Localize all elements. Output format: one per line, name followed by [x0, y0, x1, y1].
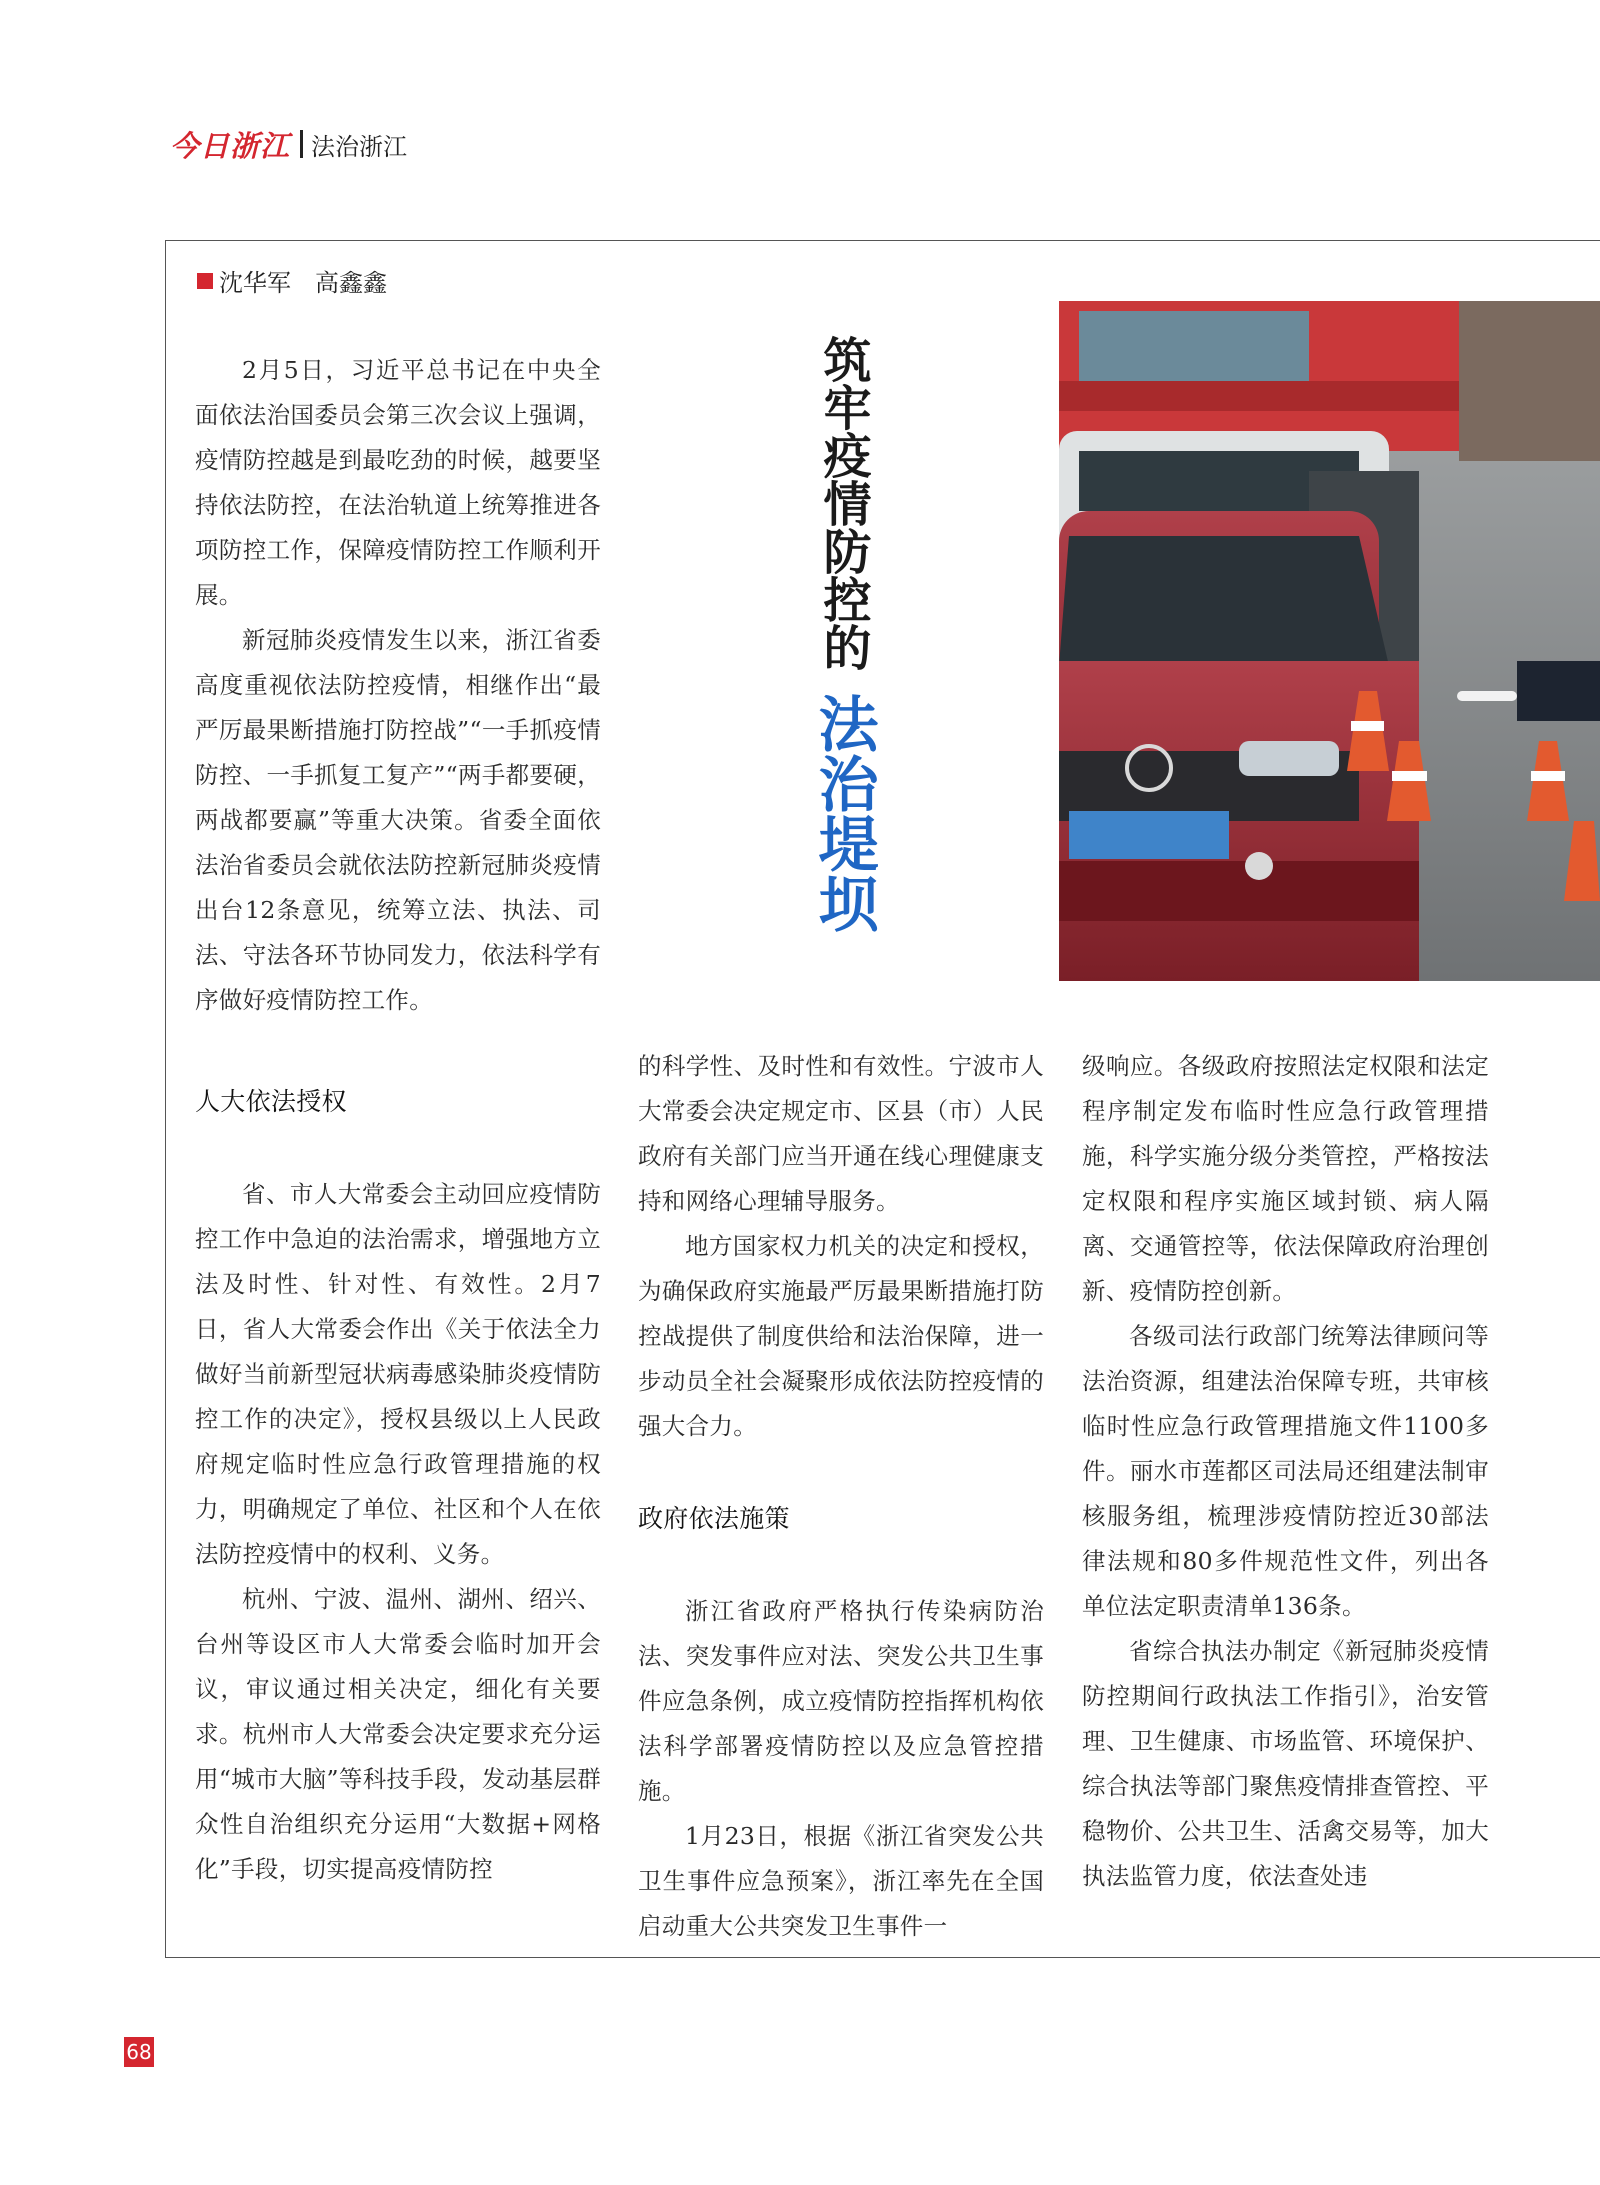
paragraph: 地方国家权力机关的决定和授权，为确保政府实施最严厉最果断措施打防控战提供了制度供给和法治保障，进一步动员全社会凝聚形成依法防控疫情的强大合力。	[638, 1232, 1044, 1440]
magazine-logo: 今日浙江	[170, 128, 291, 163]
paragraph: 级响应。各级政府按照法定权限和法定程序制定发布临时性应急行政管理措施，科学实施分级分类管控，严格按法定权限和程序实施区域封锁、病人隔离、交通管控等，依法保障政府治理创新、疫情防控创新。	[1082, 1052, 1489, 1305]
author-names: 沈华军 高鑫鑫	[219, 269, 387, 297]
title-line-1: 筑牢疫情防控的	[815, 335, 871, 671]
paragraph: 的科学性、及时性和有效性。宁波市人大常委会决定规定市、区县（市）人民政府有关部门应当开通在线心理健康支持和网络心理辅导服务。	[638, 1052, 1044, 1215]
author-line	[197, 263, 387, 298]
paragraph: 各级司法行政部门统筹法律顾问等法治资源，组建法治保障专班，共审核临时性应急行政管理措施文件1100多件。丽水市莲都区司法局还组建法制审核服务组，梳理涉疫情防控近30部法律法规和80多件规范性文件，列出各单位法定职责清单136条。	[1082, 1322, 1489, 1620]
article-title	[808, 335, 879, 933]
column-2-heading	[638, 1496, 1044, 1541]
column-1-heading	[195, 1079, 601, 1124]
paragraph: 2月5日，习近平总书记在中央全面依法治国委员会第三次会议上强调，疫情防控越是到最吃劲的时候，越要坚持依法防控，在法治轨道上统筹推进各项防控工作，保障疫情防控工作顺利开展。	[195, 356, 601, 609]
page-header	[170, 124, 407, 164]
paragraph: 省综合执法办制定《新冠肺炎疫情防控期间行政执法工作指引》，治安管理、卫生健康、市场监管、环境保护、综合执法等部门聚焦疫情排查管控、平稳物价、公共卫生、活禽交易等，加大执法监管力度，依法查处违	[1082, 1637, 1489, 1890]
section-name: 法治浙江	[311, 132, 408, 161]
section-heading: 政府依法施策	[638, 1504, 790, 1533]
column-3	[1082, 1044, 1489, 1899]
page-number: 68	[124, 2037, 154, 2067]
column-1-body	[195, 1172, 601, 1892]
title-line-2: 法治堤坝	[808, 693, 879, 933]
section-heading: 人大依法授权	[195, 1087, 347, 1116]
column-1-intro	[195, 348, 601, 1023]
paragraph: 新冠肺炎疫情发生以来，浙江省委高度重视依法防控疫情，相继作出“最严厉最果断措施打防控战”“一手抓疫情防控、一手抓复工复产”“两手都要硬，两战都要赢”等重大决策。省委全面依法治省委员会就依法防控新冠肺炎疫情出台12条意见，统筹立法、执法、司法、守法各环节协同发力，依法科学有序做好疫情防控工作。	[195, 626, 601, 1014]
paragraph: 浙江省政府严格执行传染病防治法、突发事件应对法、突发公共卫生事件应急条例，成立疫情防控指挥机构依法科学部署疫情防控以及应急管控措施。	[638, 1597, 1044, 1805]
header-divider	[300, 130, 303, 158]
car-checkpoint-illustration	[1059, 301, 1600, 981]
paragraph: 1月23日，根据《浙江省突发公共卫生事件应急预案》，浙江率先在全国启动重大公共突发卫生事件一	[638, 1822, 1044, 1940]
paragraph: 杭州、宁波、温州、湖州、绍兴、台州等设区市人大常委会临时加开会议，审议通过相关决定，细化有关要求。杭州市人大常委会决定要求充分运用“城市大脑”等科技手段，发动基层群众性自治组织充分运用“大数据+网格化”手段，切实提高疫情防控	[195, 1585, 601, 1883]
checkpoint-photo	[1059, 301, 1600, 981]
paragraph: 省、市人大常委会主动回应疫情防控工作中急迫的法治需求，增强地方立法及时性、针对性、有效性。2月7日，省人大常委会作出《关于依法全力做好当前新型冠状病毒感染肺炎疫情防控工作的决定》，授权县级以上人民政府规定临时性应急行政管理措施的权力，明确规定了单位、社区和个人在依法防控疫情中的权利、义务。	[195, 1180, 601, 1568]
column-2-body	[638, 1589, 1044, 1949]
column-2-top	[638, 1044, 1044, 1449]
red-square-icon	[197, 273, 213, 289]
